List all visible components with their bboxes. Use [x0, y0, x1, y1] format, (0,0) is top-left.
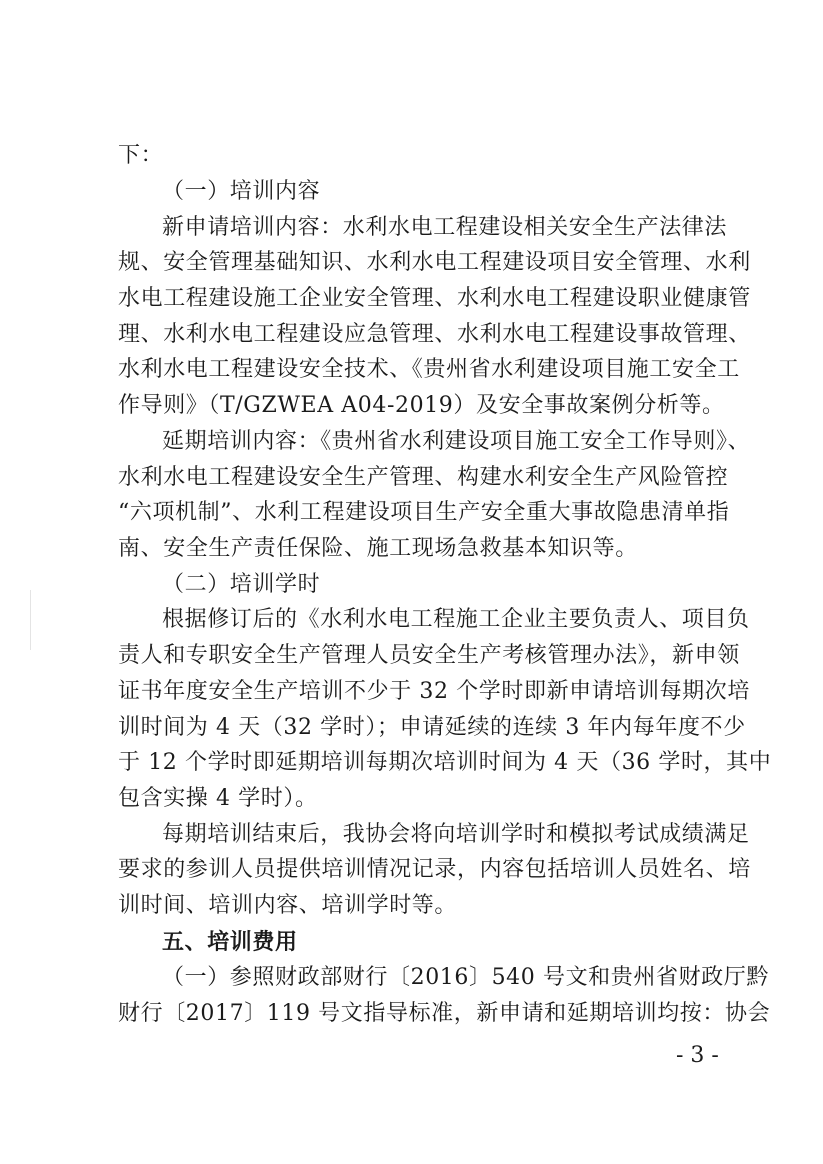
text-line: 新申请培训内容：水利水电工程建设相关安全生产法律法 — [162, 215, 728, 240]
text-line: 每期培训结束后，我协会将向培训学时和模拟考试成绩满足 — [162, 822, 750, 847]
text-line: 水电工程建设施工企业安全管理、水利水电工程建设职业健康管 — [118, 286, 751, 311]
text-line: （一）参照财政部财行〔2016〕540 号文和贵州省财政厅黔 — [162, 965, 769, 990]
text-line: 水利水电工程建设安全生产管理、构建水利安全生产风险管控 — [118, 465, 729, 490]
text-line: 于 12 个学时即延期培训每期次培训时间为 4 天（36 学时，其中 — [118, 750, 772, 775]
section-heading: （一）培训内容 — [162, 179, 321, 204]
chapter-heading: 五、培训费用 — [162, 929, 298, 955]
text-line: 责人和专职安全生产管理人员安全生产考核管理办法》，新申领 — [118, 643, 740, 668]
text-line: 训时间、培训内容、培训学时等。 — [118, 893, 458, 918]
text-line: 财行〔2017〕119 号文指导标准，新申请和延期培训均按：协会 — [118, 1001, 771, 1026]
text-line: 下： — [118, 143, 164, 168]
text-line: 作导则》（T/GZWEA A04-2019）及安全事故案例分析等。 — [118, 393, 725, 418]
text-line: 训时间为 4 天（32 学时）；申请延续的连续 3 年内每年度不少 — [118, 715, 746, 740]
text-line: 规、安全管理基础知识、水利水电工程建设项目安全管理、水利 — [118, 250, 751, 275]
text-line: 理、水利水电工程建设应急管理、水利水电工程建设事故管理、 — [118, 322, 751, 347]
text-line: 要求的参训人员提供培训情况记录，内容包括培训人员姓名、培 — [118, 857, 751, 882]
text-line: 延期培训内容：《贵州省水利建设项目施工安全工作导则》、 — [162, 429, 751, 454]
text-line: 证书年度安全生产培训不少于 32 个学时即新申请培训每期次培 — [118, 679, 750, 704]
text-line: 南、安全生产责任保险、施工现场急救基本知识等。 — [118, 536, 638, 561]
section-heading: （二）培训学时 — [162, 572, 321, 597]
scan-artifact — [30, 590, 31, 650]
text-line: “六项机制”、水利工程建设项目生产安全重大事故隐患清单指 — [118, 500, 730, 525]
text-line: 包含实操 4 学时）。 — [118, 786, 318, 811]
text-line: 水利水电工程建设安全技术、《贵州省水利建设项目施工安全工 — [118, 357, 740, 382]
text-line: 根据修订后的《水利水电工程施工企业主要负责人、项目负 — [162, 607, 750, 632]
page-number: - 3 - — [676, 1043, 719, 1068]
